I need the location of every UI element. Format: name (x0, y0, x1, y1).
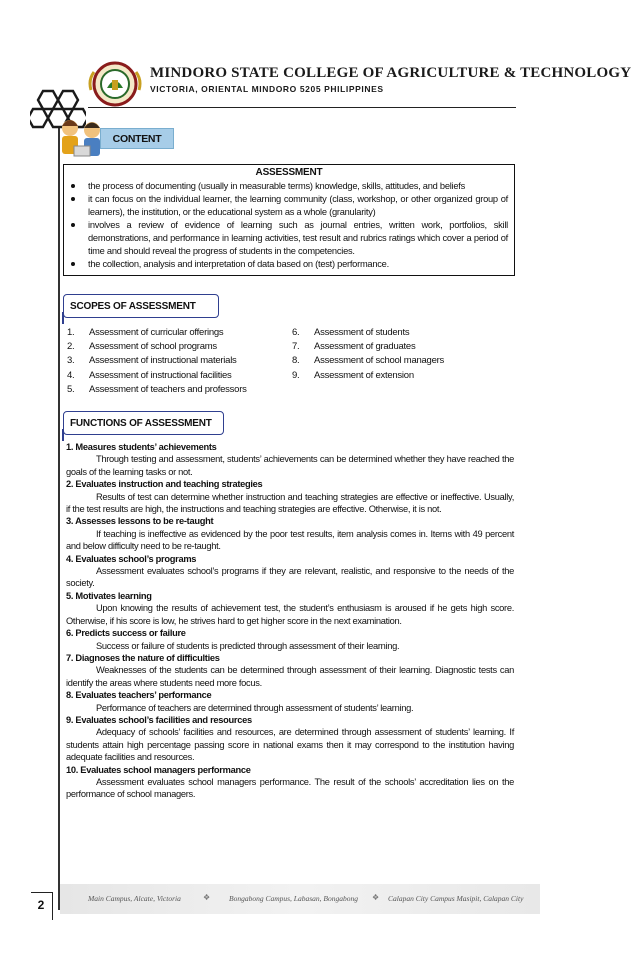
scopes-list-right (292, 327, 444, 384)
scopes-heading: SCOPES OF ASSESSMENT (63, 294, 219, 318)
list-item: 3. Assessment of instructional materials (67, 355, 237, 367)
list-item: 6. Assessment of students (292, 327, 410, 338)
list-item: 2. Assessment of school programs (67, 341, 217, 353)
footer-campus: Main Campus, Alcate, Victoria (88, 894, 181, 903)
footer-campus: Bongabong Campus, Labasan, Bongabong (229, 894, 358, 903)
function-item: 3. Assesses lessons to be re-taught If teaching is ineffective as evidenced by the poor test results, item analysis comes in. Items with 49 percent and below difficulty need to be re-taught. (66, 516, 514, 552)
content-tab: CONTENT (100, 128, 174, 149)
list-item: it can focus on the individual learner, the learning community (class, workshop, or other organized group of learners), the institution, or the educational system as a whole (granularity) (70, 193, 508, 219)
list-item: 5. Assessment of teachers and professors (67, 383, 247, 395)
function-item: 8. Evaluates teachers’ performance Performance of teachers are determined through assessment of students’ learning. (66, 690, 414, 713)
page-number: 2 (37, 898, 45, 912)
assessment-box (63, 164, 515, 276)
function-item: 2. Evaluates instruction and teaching strategies Results of test can determine whether instruction and teaching strategies are effective or ineffective. Usually, if the test results are high, the instructions and teaching strategies are effective. Otherwise, it is not. (66, 479, 514, 515)
functions-list (66, 441, 514, 801)
assessment-title: ASSESSMENT (255, 167, 323, 178)
footer-campus: Calapan City Campus Masipit, Calapan City (388, 894, 524, 903)
page-left-rule (58, 120, 60, 910)
list-item: 7. Assessment of graduates (292, 341, 416, 353)
list-item: 9. Assessment of extension (292, 369, 414, 381)
header-divider (88, 107, 516, 108)
list-item: 1. Assessment of curricular offerings (67, 327, 224, 338)
function-item: 6. Predicts success or failure Success or failure of students is predicted through assessment of their learning. (66, 628, 400, 651)
list-item: the process of documenting (usually in measurable terms) knowledge, skills, attitudes, and beliefs (70, 180, 508, 193)
list-item: the collection, analysis and interpretation of data based on (test) performance. (70, 258, 508, 271)
function-item: 5. Motivates learning Upon knowing the results of achievement test, the student’s enthusiasm is aroused if he gets high score. Otherwise, if his score is low, he strives hard to get higher score in the next examination. (66, 590, 514, 626)
footer-separator-icon: ❖ (203, 893, 211, 902)
list-item: involves a review of evidence of learning such as journal entries, written work, portfolios, skill demonstrations, and performance in learning activities, test result and rubrics ratings which cover a period of time and should reveal the progress of students in the competencies. (70, 219, 508, 258)
function-item: 4. Evaluates school’s programs Assessment evaluates school’s programs if they are relevant, realistic, and responsive to the needs of the society. (66, 553, 514, 589)
function-item: 7. Diagnoses the nature of difficulties Weaknesses of the students can be determined through assessment of their learning. Diagnostic tests can identify the areas where students need more focus. (66, 652, 514, 688)
footer-separator-icon: ❖ (372, 893, 380, 902)
list-item: 8. Assessment of school managers (292, 355, 445, 367)
functions-heading: FUNCTIONS OF ASSESSMENT (63, 411, 224, 435)
function-item: 1. Measures students’ achievements Through testing and assessment, students’ achievements can be determined whether they have reached the goals of the learning tasks or not. (66, 442, 514, 477)
function-item: 10. Evaluates school managers performance Assessment evaluates school managers performance. The result of the schools’ accreditation lies on the performance of school managers. (66, 764, 514, 800)
institution-address: VICTORIA, ORIENTAL MINDORO 5205 PHILIPPINES (150, 84, 384, 94)
assessment-bullets (70, 180, 508, 271)
scopes-list-left (67, 327, 247, 398)
list-item: 4. Assessment of instructional facilities (67, 369, 232, 381)
function-item: 9. Evaluates school’s facilities and resources Adequacy of schools’ facilities and resources, are determined through assessment of students’ learning. If students attain high percentage passing score in national exams then it may correspond to the institution having adequate facilities and resources. (66, 714, 514, 763)
college-seal-logo (88, 60, 142, 108)
institution-name: MINDORO STATE COLLEGE OF AGRICULTURE & TECHNOLOGY (150, 65, 632, 81)
